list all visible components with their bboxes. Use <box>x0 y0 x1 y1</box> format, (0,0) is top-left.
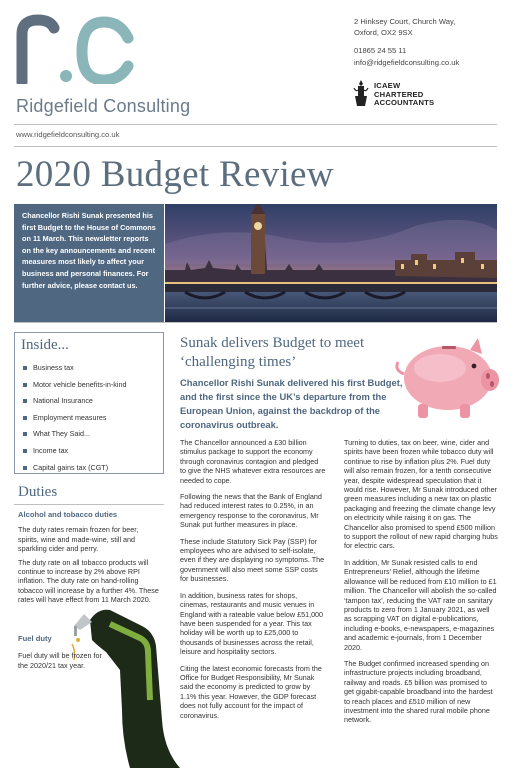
article-lead: Chancellor Rishi Sunak delivered his first Budget, and the first since the UK’s departure from the European Union, against the backdrop of the coronavirus outbreak. <box>180 377 403 430</box>
fuel-duty-block <box>18 634 102 670</box>
intro-panel: Chancellor Rishi Sunak presented his first Budget to the House of Commons on 11 March. This newsletter reports on the key announcements and recent measures most likely to affect your business and personal finances. For further advice, please contact us. <box>14 204 164 322</box>
icaew-badge <box>352 78 482 110</box>
contact-block <box>354 16 459 68</box>
duties-subheading: Alcohol and tobacco duties <box>18 510 118 519</box>
list-item: Capital gains tax (CGT) <box>21 460 157 477</box>
paragraph: The duty rates remain frozen for beer, spirits, wine and made-wine, still and sparkling cider and perry. <box>18 525 139 554</box>
list-item: Income tax <box>21 443 157 460</box>
paragraph: The duty rate on all tobacco products will continue to increase by 2% above RPI inflation. The duty rate on hand-rolling tobacco will increase by a further 4%. These rates will have effect from 11 March 2020. <box>18 557 159 605</box>
inside-list <box>21 360 157 476</box>
paragraph: Following the news that the Bank of England had reduced interest rates to 0.25%, in an emergency response to the coronavirus, Mr Sunak put further measures in place. <box>180 492 322 530</box>
duties-column <box>18 510 160 609</box>
paragraph: These include Statutory Sick Pay (SSP) for employees who are advised to self-isolate, even if they are displaying no symptoms. The government will also meet some SSP costs for businesses. <box>180 536 325 584</box>
fuel-nozzle-photo <box>70 600 180 768</box>
paragraph: The Budget confirmed increased spending on infrastructure projects including broadband, railway and roads. £5 billion was promised to get gigabit-capable broadband into the hardest to reach places and £510 million of new investment into the shared rural mobile phone network. <box>344 658 493 725</box>
list-item: National Insurance <box>21 393 157 410</box>
paragraph: In addition, Mr Sunak resisted calls to end Entrepreneurs’ Relief, although the lifetime allowance will be reduced from £10 million to £1 million. The Chancellor will abolish the so-called ‘tampon tax’, reducing the VAT rate on sanitary products to zero from 1 January 2021, as well as scrapping VAT on digital e-publications, including e-books, e-newspapers, e-magazines and academic e-journals, from 1 December 2020. <box>344 557 497 652</box>
list-item: What They Said... <box>21 426 157 443</box>
page-title: 2020 Budget Review <box>16 154 334 195</box>
list-item: Business tax <box>21 360 157 377</box>
article-title: Sunak delivers Budget to meet ‘challenging times’ <box>180 335 365 370</box>
icaew-text: ICAEW CHARTERED ACCOUNTANTS <box>374 81 435 108</box>
paragraph: Turning to duties, tax on beer, wine, cider and spirits have been frozen while tobacco duty will continue to rise by inflation plus 2%. Fuel duty will also remain frozen, for a tenth consecutive year, despite widespread speculation that it would rise. However, Mr Sunak introduced other green measures including a new tax on plastic packaging and freezing the climate change levy on electricity while raising it on gas. The Chancellor also promised to spend £500 million to support the rollout of new rapid charging hubs for electric cars. <box>344 438 498 551</box>
logo-rc-mark <box>16 14 136 84</box>
duties-heading: Duties <box>18 484 58 500</box>
icaew-crest-icon <box>352 78 370 108</box>
article-column-middle <box>180 438 326 727</box>
phone-number: 01865 24 55 11 <box>354 46 407 56</box>
ridgefield-logo <box>14 14 194 114</box>
paragraph: In addition, business rates for shops, cinemas, restaurants and music venues in England with a rateable value below £51,000 have been suspended for a year. This tax holiday will be worth up to £25,000 to thousands of businesses across the retail, leisure and hospitality sectors. <box>180 590 324 657</box>
inside-contents-box <box>14 332 164 474</box>
email-link[interactable]: info@ridgefieldconsulting.co.uk <box>354 57 460 67</box>
divider <box>14 504 164 505</box>
inside-title: Inside... <box>21 337 69 353</box>
address-line-2: Oxford, OX2 9SX <box>354 28 413 38</box>
westminster-photo <box>165 204 497 322</box>
paragraph: The Chancellor announced a £30 billion stimulus package to support the economy through coronavirus contagion and pledged to give the NHS whatever extra resources are needed to cope. <box>180 438 326 485</box>
divider <box>14 146 497 147</box>
paragraph: Fuel duty will be frozen for the 2020/21 tax year. <box>18 651 102 670</box>
article-column-right <box>344 438 498 732</box>
divider <box>14 322 497 323</box>
piggy-bank-photo <box>390 330 502 422</box>
list-item: Employment measures <box>21 410 157 427</box>
list-item: Motor vehicle benefits-in-kind <box>21 377 157 394</box>
company-name: Ridgefield Consulting <box>16 96 191 116</box>
fuel-subheading: Fuel duty <box>18 634 52 643</box>
paragraph: Citing the latest economic forecasts from the Office for Budget Responsibility, Mr Sunak said the economy is predicted to grow by 1.1% this year. However, the GDP forecast does not fully account for the impact of coronavirus. <box>180 663 322 720</box>
website-link[interactable]: www.ridgefieldconsulting.co.uk <box>16 130 120 139</box>
address-line-1: 2 Hinksey Court, Church Way, <box>354 17 456 26</box>
divider <box>14 124 497 125</box>
